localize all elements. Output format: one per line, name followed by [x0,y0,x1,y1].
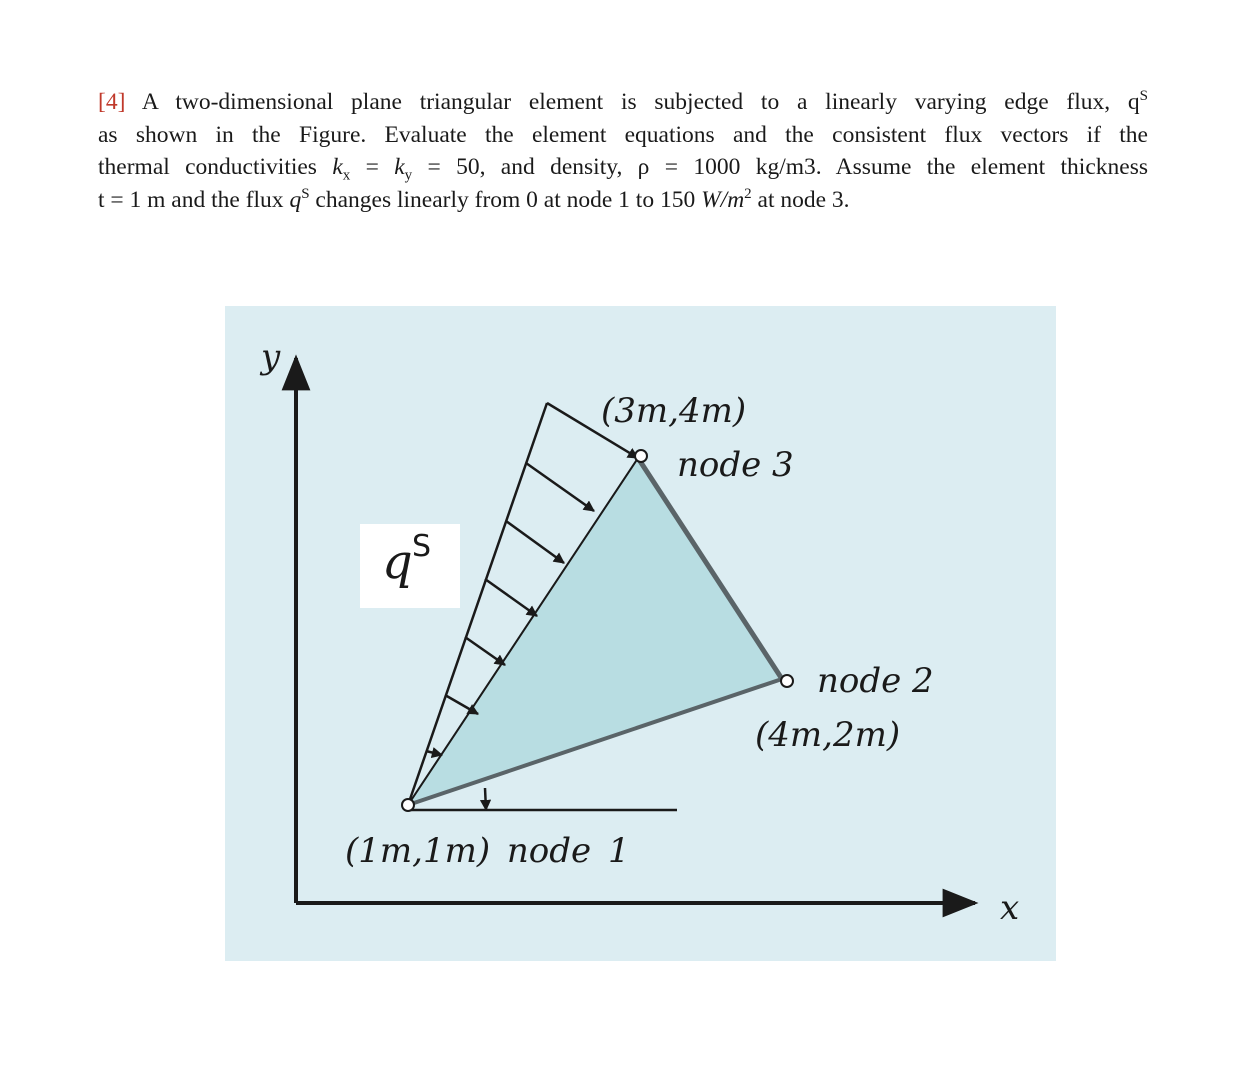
qs-label: q [382,534,413,590]
problem-line-1: [4] A two-dimensional plane triangular element is subjected to a linearly varying edge flux, $q^S$ [98,88,1148,115]
problem-line-2: as shown in the Figure. Evaluate the element equations and the consistent flux vectors if the [98,121,1148,148]
triangular-element [408,458,782,805]
node-2-marker [781,675,793,687]
qs-label-box [360,524,460,608]
flux-arrow [506,521,564,563]
node-1-marker [402,799,414,811]
problem-line-4: t = 1 m and the flux $q^S$ changes linearly from 0 at node 1 to 150 $W/m^2$ at node 3. [98,185,850,213]
question-number: [4] [98,89,126,115]
node-1-label: (1m,1m) node 1 [345,831,630,871]
flux-arrow [465,637,505,665]
problem-line-3: thermal conductivities $k_x = k_y = 50$, and density, ρ = 1000 kg/m3. Assume the element thickness [98,154,1148,184]
node-3-coordinates: (3m,4m) [601,391,747,431]
node-3-label: node 3 [677,445,794,485]
flux-arrow [445,695,478,714]
flux-arrow [526,463,594,511]
qs-superscript: S [412,529,432,564]
node-3-marker [635,450,647,462]
node-2-coordinates: (4m,2m) [755,715,901,755]
triangular-element-figure [225,306,1056,961]
problem-statement [98,86,1148,216]
flux-arrow [485,579,537,616]
y-axis-label: y [261,337,281,377]
flux-arrow [426,751,442,755]
node1-arrow [485,788,486,810]
x-axis-label: x [1000,888,1020,928]
node-2-label: node 2 [817,661,934,701]
